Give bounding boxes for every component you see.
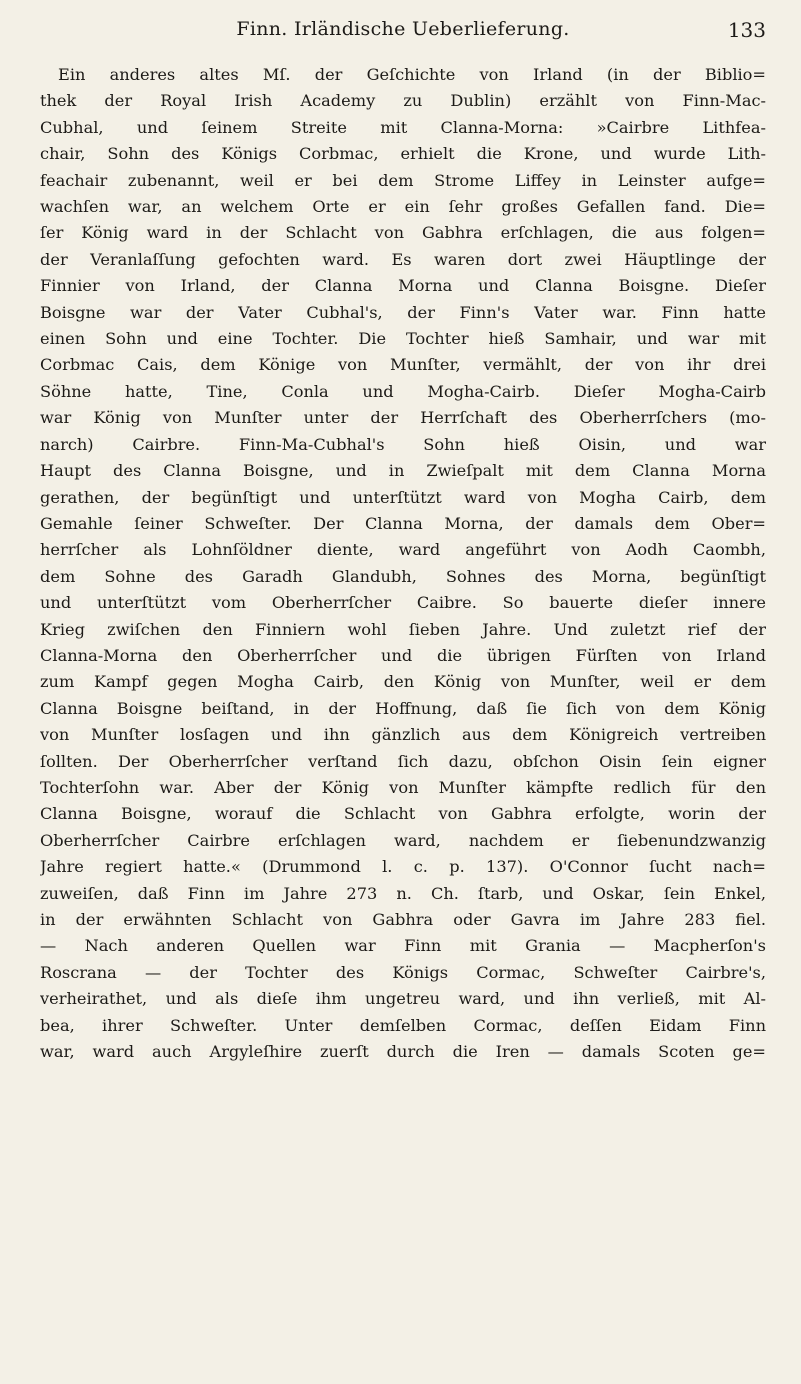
text-line: Clanna Boisgne, worauf die Schlacht von Gabhra erfolgte, worin der <box>40 804 766 824</box>
text-line: einen Sohn und eine Tochter. Die Tochter hieß Samhair, und war mit <box>40 329 766 349</box>
text-line: Oberherrſcher Cairbre erſchlagen ward, nachdem er ſiebenundzwanzig <box>40 830 766 850</box>
text-line: Krieg zwiſchen den Finniern wohl ſieben Jahre. Und zuletzt rief der <box>40 619 766 639</box>
text-line: thek der Royal Irish Academy zu Dublin) erzählt von Finn-Mac- <box>40 91 766 111</box>
text-line: zuweiſen, daß Finn im Jahre 273 n. Ch. ſtarb, und Oskar, ſein Enkel, <box>40 883 766 903</box>
page-header <box>40 18 766 44</box>
text-line: — Nach anderen Quellen war Finn mit Grania — Macpherſon's <box>40 936 766 956</box>
page-number: 133 <box>727 18 766 42</box>
body-paragraph <box>40 62 766 1065</box>
text-line: Roscrana — der Tochter des Königs Cormac, Schweſter Cairbre's, <box>40 962 766 982</box>
text-line: Corbmac Cais, dem Könige von Munſter, vermählt, der von ihr drei <box>40 355 766 375</box>
text-line: wachſen war, an welchem Orte er ein ſehr großes Gefallen fand. Die= <box>40 197 766 217</box>
text-line: verheirathet, und als dieſe ihm ungetreu ward, und ihn verließ, mit Al- <box>40 989 766 1009</box>
text-line: dem Sohne des Garadh Glandubh, Sohnes des Morna, begünſtigt <box>40 566 766 586</box>
running-title: Finn. Irländische Ueberlieferung. <box>236 18 570 40</box>
text-line: Boisgne war der Vater Cubhal's, der Finn's Vater war. Finn hatte <box>40 302 766 322</box>
text-line: gerathen, der begünſtigt und unterſtützt ward von Mogha Cairb, dem <box>40 487 766 507</box>
text-line: Jahre regiert hatte.« (Drummond l. c. p. 137). O'Connor ſucht nach= <box>40 857 766 877</box>
text-line: und unterſtützt vom Oberherrſcher Caibre. So bauerte dieſer innere <box>40 593 766 613</box>
text-line: Ein anderes altes Mſ. der Geſchichte von Irland (in der Biblio= <box>58 65 766 84</box>
text-line: herrſcher als Lohnſöldner diente, ward angeführt von Aodh Caombh, <box>40 540 766 560</box>
text-line: Söhne hatte, Tine, Conla und Mogha-Cairb. Dieſer Mogha-Cairb <box>40 381 766 401</box>
text-line: Gemahle ſeiner Schweſter. Der Clanna Morna, der damals dem Ober= <box>40 513 766 533</box>
text-line: in der erwähnten Schlacht von Gabhra oder Gavra im Jahre 283 fiel. <box>40 910 766 929</box>
text-line: war König von Munſter unter der Herrſchaft des Oberherrſchers (mo- <box>40 408 766 428</box>
text-line: ſollten. Der Oberherrſcher verſtand ſich dazu, obſchon Oisin ſein eigner <box>40 751 766 771</box>
text-line: ſer König ward in der Schlacht von Gabhra erſchlagen, die aus folgen= <box>40 223 766 243</box>
text-line: zum Kampf gegen Mogha Cairb, den König von Munſter, weil er dem <box>40 672 766 692</box>
text-line: Clanna-Morna den Oberherrſcher und die übrigen Fürſten von Irland <box>40 645 766 665</box>
text-line: feachair zubenannt, weil er bei dem Strome Liffey in Leinster aufge= <box>40 170 766 190</box>
text-line: der Veranlaſſung gefochten ward. Es waren dort zwei Häuptlinge der <box>40 249 766 269</box>
text-line: chair, Sohn des Königs Corbmac, erhielt die Krone, und wurde Lith- <box>40 144 766 164</box>
text-line: Haupt des Clanna Boisgne, und in Zwieſpalt mit dem Clanna Morna <box>40 461 766 481</box>
text-line: bea, ihrer Schweſter. Unter demſelben Cormac, deſſen Eidam Finn <box>40 1015 766 1035</box>
text-line: Tochterſohn war. Aber der König von Munſter kämpfte redlich für den <box>40 777 766 797</box>
text-line: narch) Cairbre. Finn-Ma-Cubhal's Sohn hieß Oisin, und war <box>40 434 766 454</box>
text-line: Finnier von Irland, der Clanna Morna und Clanna Boisgne. Dieſer <box>40 276 766 296</box>
text-line: von Munſter losſagen und ihn gänzlich aus dem Königreich vertreiben <box>40 725 766 745</box>
text-line: Cubhal, und ſeinem Streite mit Clanna-Morna: »Cairbre Lithfea- <box>40 117 766 137</box>
text-line: Clanna Boisgne beiſtand, in der Hoffnung, daß ſie ſich von dem König <box>40 698 766 718</box>
text-line: war, ward auch Argyleſhire zuerſt durch die Iren — damals Scoten ge= <box>40 1042 766 1062</box>
